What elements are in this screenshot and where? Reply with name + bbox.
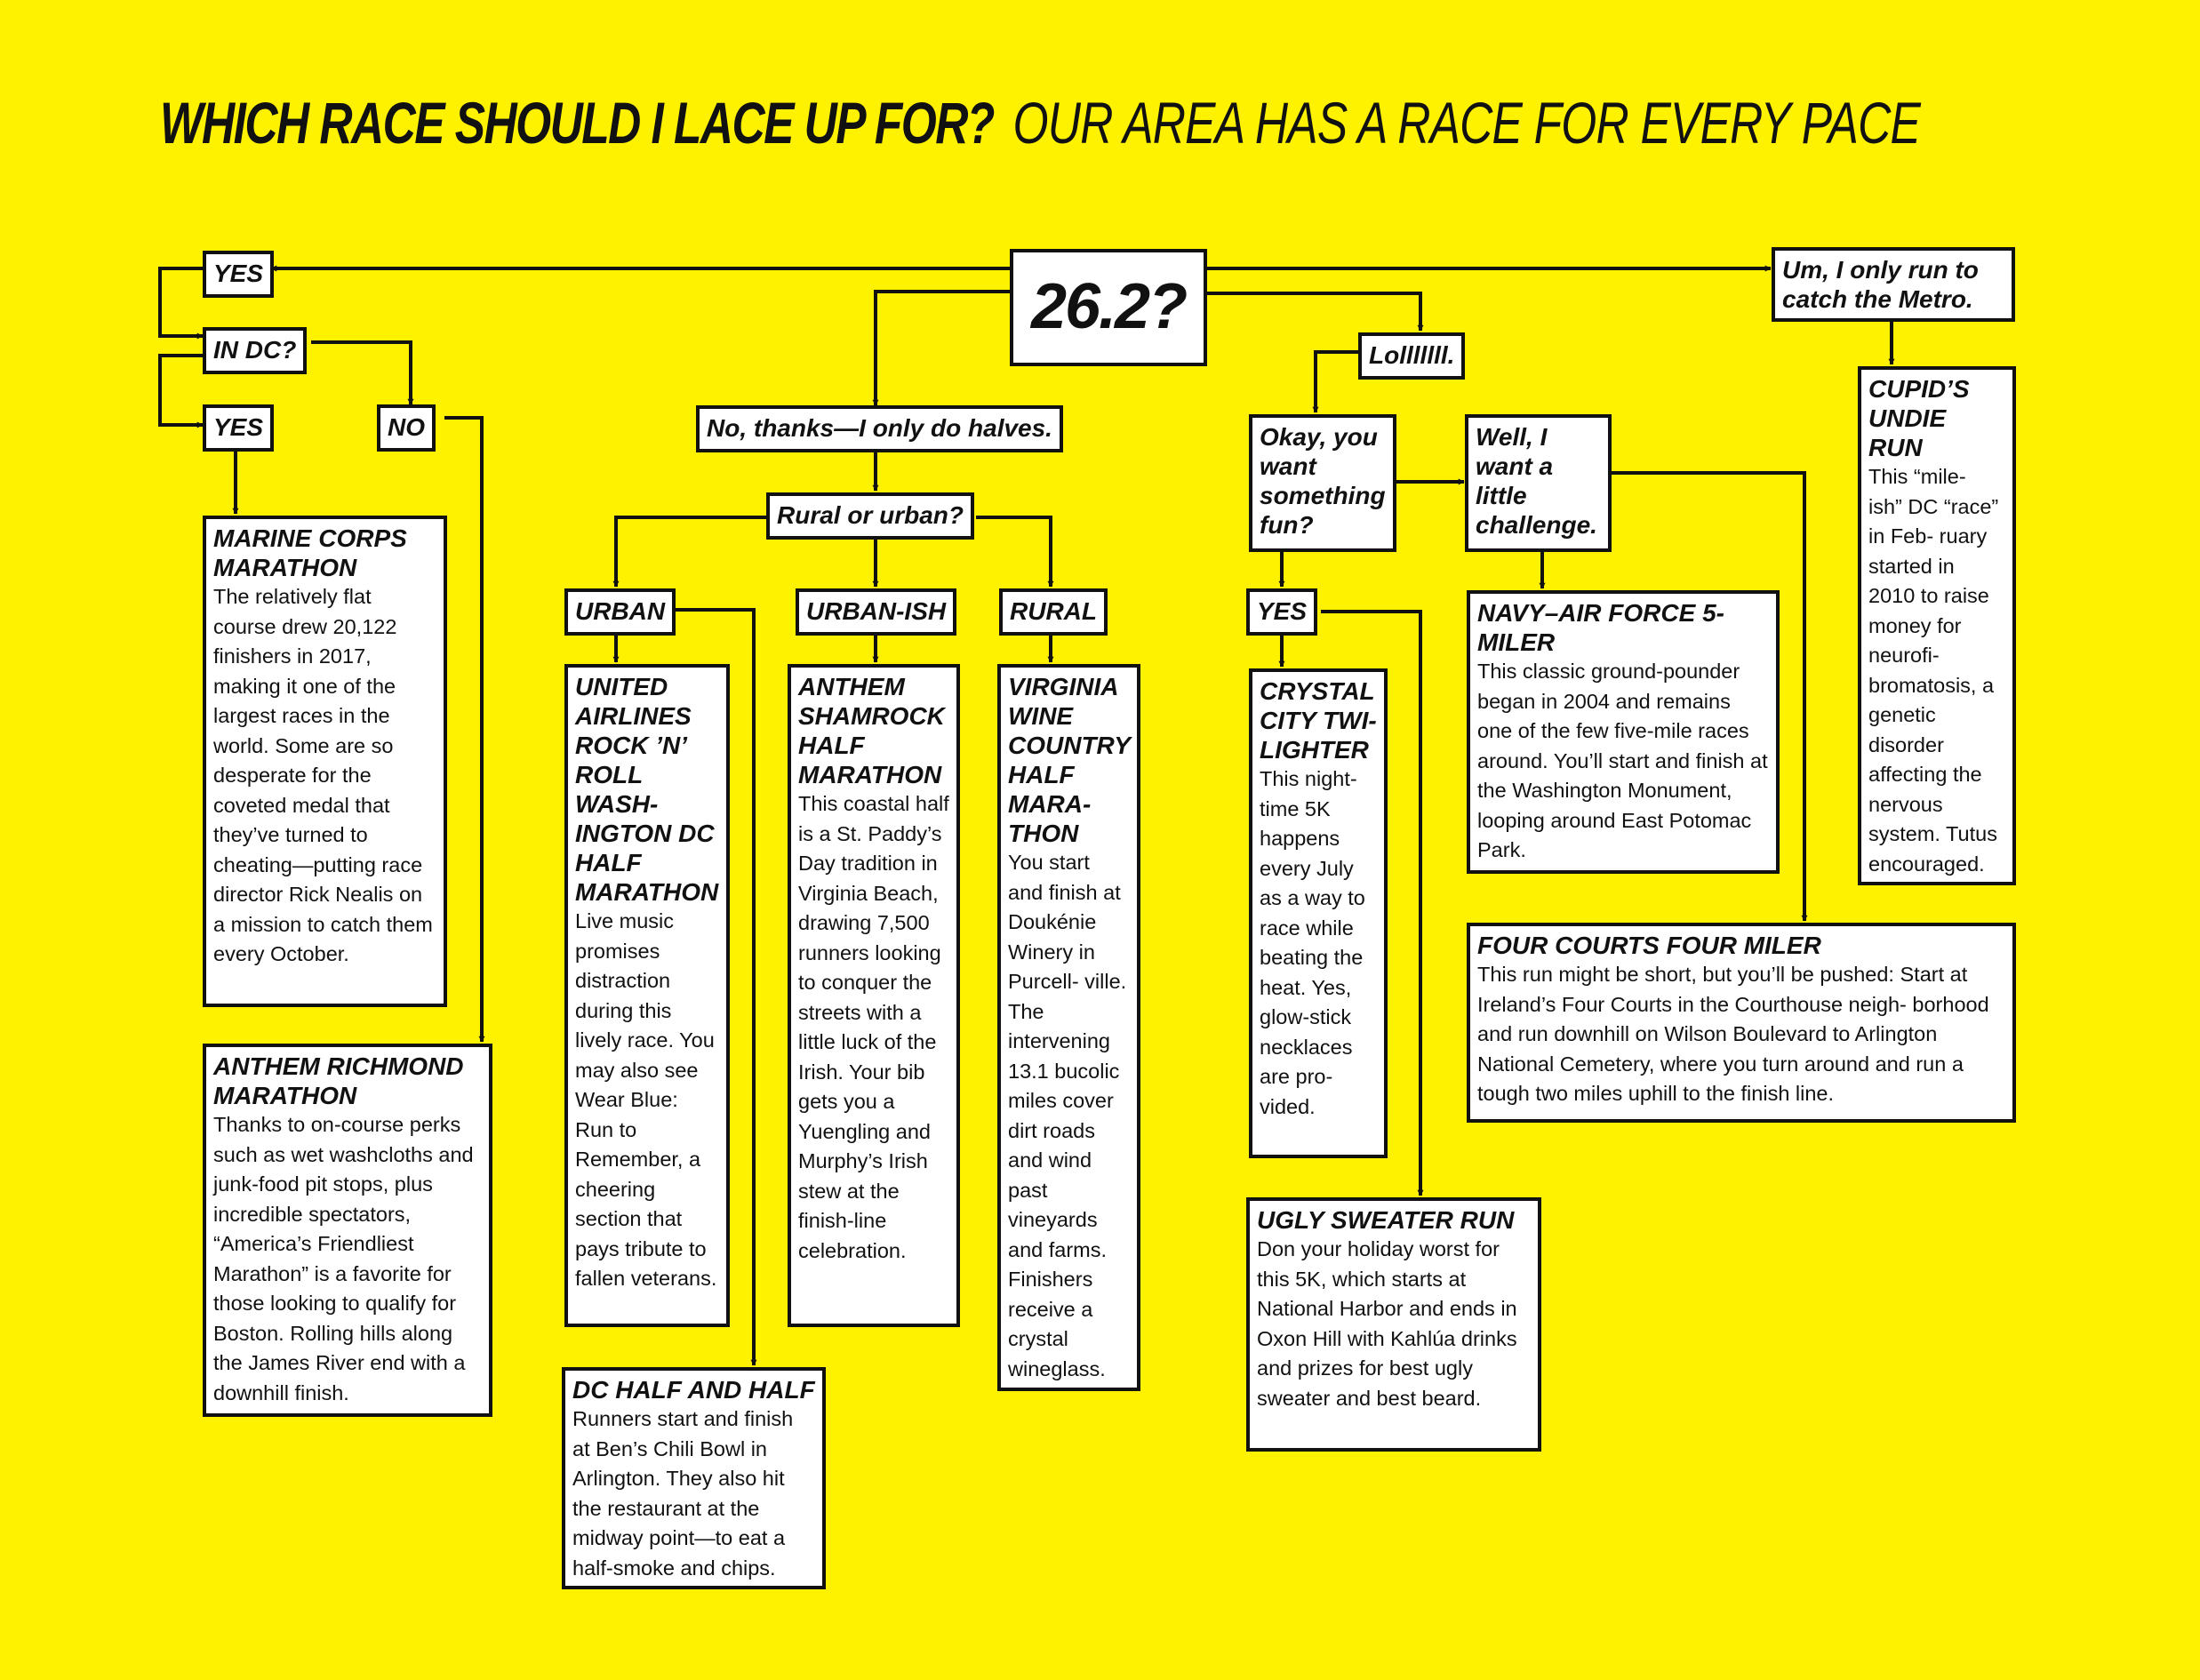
fun-question-label: Okay, you want something fun?	[1260, 423, 1386, 539]
race-name: ANTHEM RICHMOND MARATHON	[213, 1052, 464, 1109]
race-name: FOUR COURTS FOUR MILER	[1477, 932, 1821, 959]
yes-fun-label: YES	[1257, 597, 1308, 625]
race-name: DC HALF AND HALF	[572, 1376, 815, 1404]
title-main: WHICH RACE SHOULD I LACE UP FOR?	[160, 90, 994, 156]
urbanish-label: URBAN-ISH	[806, 597, 947, 625]
no-dc-box	[377, 404, 436, 452]
connector-yes-to-indc	[160, 268, 203, 336]
race-description: Runners start and finish at Ben’s Chili Bowl in Arlington. They also hit the restaurant at the midway point—to eat a half-smoke and chips.	[572, 1407, 794, 1580]
rural-or-urban-label: Rural or urban?	[777, 501, 964, 529]
in-dc-label: IN DC?	[213, 336, 297, 364]
connector-start-to-halves	[876, 292, 1010, 405]
connector-lol-to-fun	[1316, 352, 1358, 412]
metro-box	[1772, 247, 2015, 322]
urban-box	[564, 588, 676, 636]
challenge-label: Well, I want a little challenge.	[1476, 423, 1597, 539]
start-question-box	[1010, 249, 1207, 366]
race-description: This night- time 5K happens every July as a way to race while beating the heat. Yes, glow-stick necklaces are pro- vided.	[1260, 767, 1365, 1118]
connector-ruralurban-to-rural	[976, 517, 1051, 587]
race-name: UNITED AIRLINES ROCK ’N’ ROLL WASH- INGTON DC HALF MARATHON	[575, 673, 719, 906]
race-anthem-shamrock	[788, 664, 960, 1327]
race-description: This “mile- ish” DC “race” in Feb- ruary started in 2010 to raise money for neurofi- bromatosis, a genetic disorder affecting the nervous system. Tutus encouraged.	[1868, 465, 1999, 876]
lol-box	[1358, 332, 1465, 380]
connector-ruralurban-to-urban	[616, 517, 766, 587]
urban-label: URBAN	[575, 597, 666, 625]
race-name: VIRGINIA WINE COUNTRY HALF MARA- THON	[1008, 673, 1131, 847]
start-question: 26.2?	[1030, 271, 1187, 342]
fun-question-box	[1249, 414, 1396, 552]
race-name: NAVY–AIR FORCE 5-MILER	[1477, 599, 1724, 656]
race-description: Don your holiday worst for this 5K, which starts at National Harbor and ends in Oxon Hill with Kahlúa drinks and prizes for best ugly sweater and best beard.	[1257, 1237, 1517, 1410]
race-cupids-undie-run	[1858, 366, 2016, 885]
race-name: UGLY SWEATER RUN	[1257, 1206, 1515, 1234]
race-name: CUPID’S UNDIE RUN	[1868, 375, 1970, 461]
rural-label: RURAL	[1010, 597, 1097, 625]
race-description: Thanks to on-course perks such as wet washcloths and junk-food pit stops, plus incredible spectators, “America’s Friendliest Marathon” is a favorite for those looking to qualify for Boston. Rolling hills along the James River end with a downhill finish.	[213, 1113, 474, 1404]
connector-nodc-to-richmond	[444, 418, 482, 1042]
metro-label: Um, I only run to catch the Metro.	[1782, 256, 1979, 313]
race-marine-corps	[203, 516, 447, 1007]
race-virginia-wine-country	[997, 664, 1140, 1391]
title-subtitle: OUR AREA HAS A RACE FOR EVERY PACE	[1012, 90, 1921, 156]
race-name: MARINE CORPS MARATHON	[213, 524, 407, 581]
connector-indc-to-nodc	[311, 342, 411, 404]
connector-start-to-lol	[1207, 293, 1420, 331]
yes-top-box	[203, 251, 274, 298]
yes-fun-box	[1246, 588, 1317, 636]
race-four-courts	[1467, 923, 2016, 1123]
yes-dc-box	[203, 404, 274, 452]
race-description: This coastal half is a St. Paddy’s Day tradition in Virginia Beach, drawing 7,500 runners looking to conquer the streets with a little luck of the Irish. Your bib gets you a Yuengling and Murphy’s Irish stew at the finish-line celebration.	[798, 792, 949, 1262]
halves-box	[696, 405, 1063, 452]
yes-top-label: YES	[213, 260, 264, 287]
race-name: CRYSTAL CITY TWI- LIGHTER	[1260, 677, 1377, 764]
connector-indc-to-yesdc	[160, 356, 203, 425]
race-navy-air-force	[1467, 590, 1780, 874]
in-dc-box	[203, 327, 307, 374]
yes-dc-label: YES	[213, 413, 264, 441]
race-description: This run might be short, but you’ll be pushed: Start at Ireland’s Four Courts in the Courthouse neigh- borhood and run downhill on Wilson Boulevard to Arlington National Cemetery, where you turn around and run a tough two miles uphill to the finish line.	[1477, 963, 1989, 1105]
race-crystal-city-twilighter	[1249, 668, 1388, 1158]
no-dc-label: NO	[388, 413, 425, 441]
race-description: This classic ground-pounder began in 2004 and remains one of the few five-mile races around. You’ll start and finish at the Washington Monument, looping around East Potomac Park.	[1477, 660, 1768, 861]
race-ugly-sweater	[1246, 1197, 1541, 1452]
race-name: ANTHEM SHAMROCK HALF MARATHON	[798, 673, 945, 788]
race-description: The relatively flat course drew 20,122 finishers in 2017, making it one of the largest races in the world. Some are so desperate for the coveted medal that they’ve turned to cheating—putting race director Rick Nealis on a mission to catch them every October.	[213, 585, 433, 965]
race-description: Live music promises distraction during this lively race. You may also see Wear Blue: Run to Remember, a cheering section that pays tribute to fallen veterans.	[575, 909, 717, 1290]
race-anthem-richmond	[203, 1044, 492, 1417]
race-dc-half-and-half	[562, 1367, 826, 1589]
halves-label: No, thanks—I only do halves.	[707, 414, 1052, 442]
urbanish-box	[796, 588, 956, 636]
race-description: You start and finish at Doukénie Winery in Purcell- ville. The intervening 13.1 bucolic miles cover dirt roads and wind past vineyards and farms. Finishers receive a crystal wineglass.	[1008, 851, 1127, 1380]
lol-label: Lolllllll.	[1369, 341, 1455, 369]
challenge-box	[1465, 414, 1612, 552]
race-rock-n-roll	[564, 664, 730, 1327]
rural-or-urban-box	[766, 492, 974, 540]
rural-box	[999, 588, 1108, 636]
